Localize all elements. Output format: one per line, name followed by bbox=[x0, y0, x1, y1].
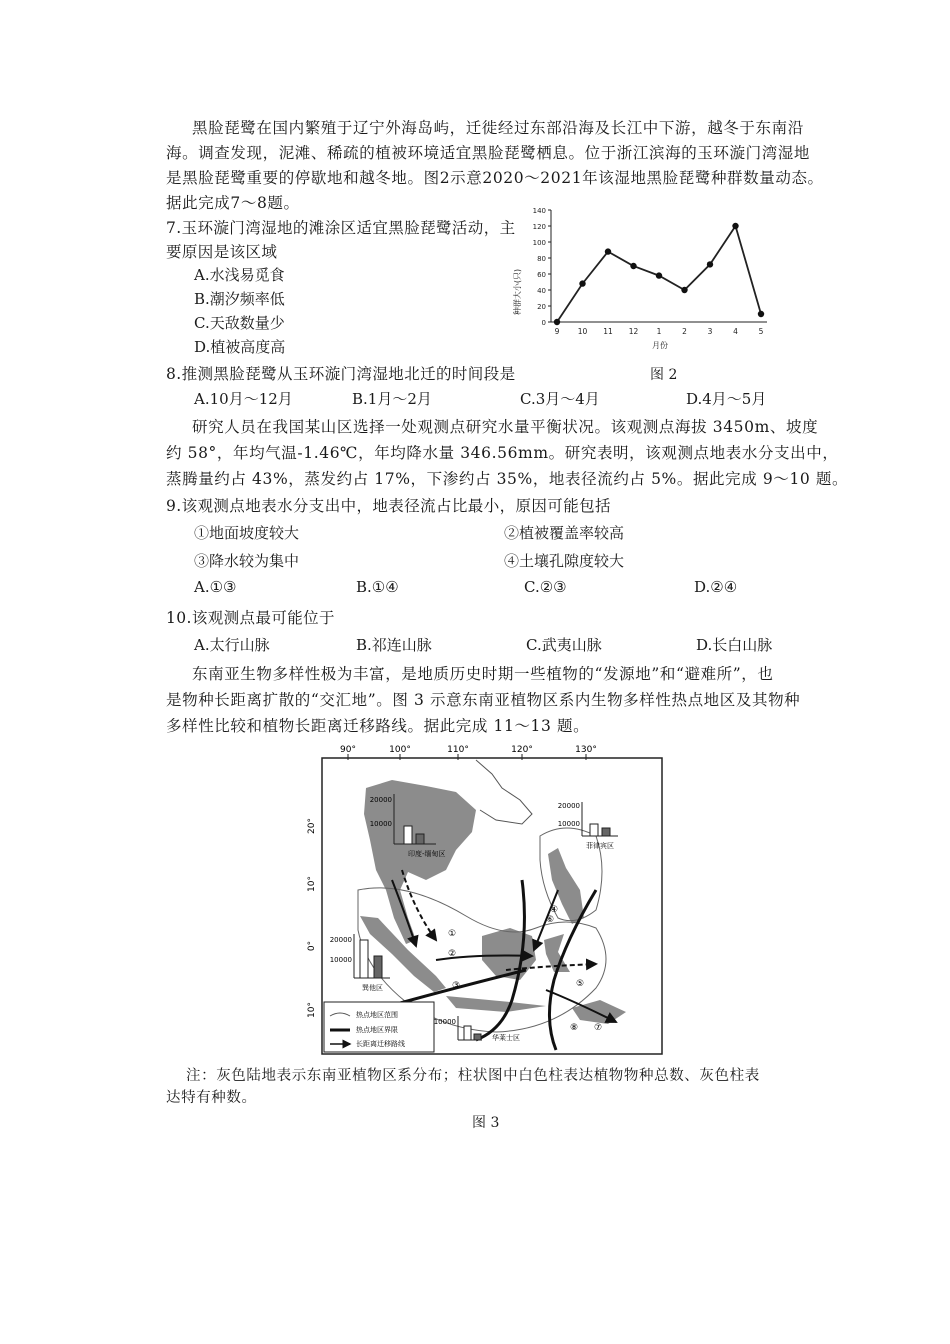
svg-text:10000: 10000 bbox=[433, 1018, 456, 1026]
fig2-x-tick-label: 1 bbox=[656, 327, 662, 336]
q8-option-d[interactable]: D.4月～5月 bbox=[686, 390, 767, 408]
q7-stem-line2: 要原因是该区域 bbox=[166, 243, 278, 261]
fig3-note-line1: 注：灰色陆地表示东南亚植物区系分布；柱状图中白色柱表达植物物种总数、灰色柱表 bbox=[186, 1068, 760, 1084]
fig2-y-tick-label: 100 bbox=[532, 239, 546, 247]
fig2-y-tick-label: 120 bbox=[532, 223, 546, 231]
fig3-lat-10s: 10° bbox=[307, 1002, 317, 1018]
passage1-line1: 黑脸琵鹭在国内繁殖于辽宁外海岛屿，迁徙经过东部沿海及长江中下游，越冬于东南沿 bbox=[192, 119, 804, 137]
fig2-y-tick-label: 140 bbox=[532, 207, 546, 215]
fig2-y-tick-label: 60 bbox=[537, 271, 546, 279]
fig3-note-line2: 达特有种数。 bbox=[166, 1090, 257, 1106]
fig2-y-tick-label: 0 bbox=[541, 319, 546, 327]
fig2-data-point bbox=[681, 287, 687, 293]
fig3-bar-wallacea-endemic bbox=[474, 1034, 481, 1040]
fig3-label-indo-burma: 印度-缅甸区 bbox=[408, 850, 446, 858]
passage2-line1: 研究人员在我国某山区选择一处观测点研究水量平衡状况。该观测点海拔 3450m、坡度 bbox=[192, 418, 819, 436]
fig3-route-number-7: ⑦ bbox=[594, 1023, 603, 1033]
fig2-data-point bbox=[605, 248, 611, 254]
q9-option-b[interactable]: B.①④ bbox=[356, 578, 399, 596]
passage2-line2: 约 58°，年均气温-1.46℃，年均降水量 346.56mm。研究表明，该观测点地表水分支出中， bbox=[166, 444, 839, 462]
fig3-route-number-3: ③ bbox=[452, 981, 461, 991]
fig3-legend bbox=[324, 1002, 434, 1052]
fig3-route-number-1: ① bbox=[448, 929, 457, 939]
fig2-x-tick-label: 12 bbox=[628, 327, 639, 336]
fig2-x-tick-label: 4 bbox=[733, 327, 738, 336]
q9-option-a[interactable]: A.①③ bbox=[194, 578, 237, 596]
fig2-x-tick-label: 3 bbox=[707, 327, 713, 336]
fig2-x-tick-label: 9 bbox=[554, 327, 560, 336]
fig3-lon-130: 130° bbox=[575, 745, 597, 755]
fig3-lat-0: 0° bbox=[307, 940, 317, 952]
fig2-y-axis-label: 种群大小(只) bbox=[513, 268, 522, 316]
q8-option-a[interactable]: A.10月～12月 bbox=[194, 390, 293, 408]
q10-option-b[interactable]: B.祁连山脉 bbox=[356, 636, 432, 654]
fig3-bar-sunda-endemic bbox=[374, 956, 382, 978]
fig2-data-point bbox=[758, 311, 764, 317]
fig2-x-tick-label: 10 bbox=[577, 327, 588, 336]
fig3-legend-hotspot-boundary: 热点地区界限 bbox=[356, 1026, 398, 1034]
fig3-bar-philippines-endemic bbox=[602, 828, 610, 836]
fig2-data-point bbox=[656, 272, 662, 278]
q8-option-b[interactable]: B.1月～2月 bbox=[352, 390, 432, 408]
fig2-x-tick-label: 2 bbox=[682, 327, 687, 336]
q7-stem-line1: 7.玉环漩门湾湿地的滩涂区适宜黑脸琵鹭活动，主 bbox=[166, 219, 516, 237]
q9-statement-2: ②植被覆盖率较高 bbox=[504, 524, 625, 542]
q9-statement-4: ④土壤孔隙度较大 bbox=[504, 552, 625, 570]
fig3-lat-10n: 10° bbox=[307, 876, 317, 892]
fig3-label-wallacea: 华莱士区 bbox=[492, 1034, 520, 1042]
fig2-line-chart bbox=[505, 200, 775, 360]
fig3-route-number-4: ④ bbox=[550, 905, 559, 915]
passage2-line3: 蒸腾量约占 43%，蒸发约占 17%，下渗约占 35%，地表径流约占 5%。据此完成 9～10 题。 bbox=[166, 470, 849, 488]
fig3-caption: 图 3 bbox=[472, 1115, 500, 1131]
svg-text:20000: 20000 bbox=[329, 936, 352, 944]
fig2-data-point bbox=[554, 319, 560, 325]
fig2-y-tick-label: 80 bbox=[537, 255, 546, 263]
svg-text:10000: 10000 bbox=[329, 956, 352, 964]
q10-option-d[interactable]: D.长白山脉 bbox=[696, 636, 773, 654]
svg-text:10000: 10000 bbox=[369, 820, 392, 828]
q9-option-c[interactable]: C.②③ bbox=[524, 578, 567, 596]
fig3-route-number-6: ⑥ bbox=[546, 915, 555, 925]
q9-statement-1: ①地面坡度较大 bbox=[194, 524, 300, 542]
passage1-line4: 据此完成7～8题。 bbox=[166, 194, 300, 212]
fig2-x-ticks bbox=[555, 327, 764, 336]
passage3-line1: 东南亚生物多样性极为丰富，是地质历史时期一些植物的“发源地”和“避难所”，也 bbox=[192, 665, 774, 683]
fig3-lon-90: 90° bbox=[340, 745, 356, 755]
fig2-series-points bbox=[554, 223, 764, 325]
passage3-line3: 多样性比较和植物长距离迁移路线。据此完成 11～13 题。 bbox=[166, 717, 590, 735]
q10-option-a[interactable]: A.太行山脉 bbox=[194, 636, 270, 654]
fig2-y-ticks bbox=[533, 207, 551, 327]
svg-text:20000: 20000 bbox=[369, 796, 392, 804]
q7-option-b[interactable]: B.潮汐频率低 bbox=[194, 290, 285, 308]
q7-option-d[interactable]: D.植被高度高 bbox=[194, 338, 286, 356]
svg-text:20000: 20000 bbox=[557, 802, 580, 810]
fig3-legend-route: 长距离迁移路线 bbox=[356, 1040, 405, 1048]
q7-option-a[interactable]: A.水浅易觅食 bbox=[194, 266, 285, 284]
q7-option-c[interactable]: C.天敌数量少 bbox=[194, 314, 285, 332]
fig3-bar-indo-burma-total bbox=[404, 826, 412, 844]
q9-statement-3: ③降水较为集中 bbox=[194, 552, 300, 570]
fig3-bar-sunda-total bbox=[360, 940, 368, 978]
fig2-data-point bbox=[732, 223, 738, 229]
fig2-caption: 图 2 bbox=[650, 367, 678, 383]
fig2-x-tick-label: 11 bbox=[603, 327, 613, 336]
q8-stem: 8.推测黑脸琵鹭从玉环漩门湾湿地北迁的时间段是 bbox=[166, 365, 516, 383]
fig3-bar-wallacea-total bbox=[464, 1026, 471, 1040]
fig2-y-tick-label: 40 bbox=[537, 287, 546, 295]
fig3-label-philippines: 菲律宾区 bbox=[586, 842, 614, 850]
fig3-lon-100: 100° bbox=[389, 745, 411, 755]
fig3-lon-110: 110° bbox=[447, 745, 469, 755]
q8-option-c[interactable]: C.3月～4月 bbox=[520, 390, 600, 408]
passage3-line2: 是物种长距离扩散的“交汇地”。图 3 示意东南亚植物区系内生物多样性热点地区及其物种 bbox=[166, 691, 801, 709]
fig3-map bbox=[296, 740, 676, 1060]
passage1-line2: 海。调查发现，泥滩、稀疏的植被环境适宜黑脸琵鹭栖息。位于浙江滨海的玉环漩门湾湿地 bbox=[166, 144, 811, 162]
fig2-data-point bbox=[630, 263, 636, 269]
fig2-x-tick-label: 5 bbox=[758, 327, 764, 336]
fig2-data-point bbox=[707, 261, 713, 267]
fig3-lat-20n: 20° bbox=[307, 818, 317, 834]
fig2-y-tick-label: 20 bbox=[537, 303, 546, 311]
q10-option-c[interactable]: C.武夷山脉 bbox=[526, 636, 602, 654]
fig3-route-number-8: ⑧ bbox=[570, 1023, 579, 1033]
svg-text:10000: 10000 bbox=[557, 820, 580, 828]
fig3-lon-120: 120° bbox=[511, 745, 533, 755]
fig3-bar-indo-burma-endemic bbox=[416, 834, 424, 844]
q9-stem: 9.该观测点地表水分支出中，地表径流占比最小，原因可能包括 bbox=[166, 497, 611, 515]
fig3-label-sunda: 巽他区 bbox=[362, 984, 383, 992]
fig3-bar-philippines-total bbox=[590, 824, 598, 836]
fig3-route-number-5: ⑤ bbox=[576, 979, 585, 989]
fig2-data-point bbox=[579, 280, 585, 286]
passage1-line3: 是黑脸琵鹭重要的停歇地和越冬地。图2示意2020～2021年该湿地黑脸琵鹭种群数量动态。 bbox=[166, 169, 824, 187]
q10-stem: 10.该观测点最可能位于 bbox=[166, 609, 335, 627]
fig3-route-number-2: ② bbox=[448, 949, 457, 959]
fig2-x-axis-label: 月份 bbox=[652, 341, 668, 350]
q9-option-d[interactable]: D.②④ bbox=[694, 578, 738, 596]
fig3-legend-hotspot-range: 热点地区范围 bbox=[356, 1011, 398, 1019]
